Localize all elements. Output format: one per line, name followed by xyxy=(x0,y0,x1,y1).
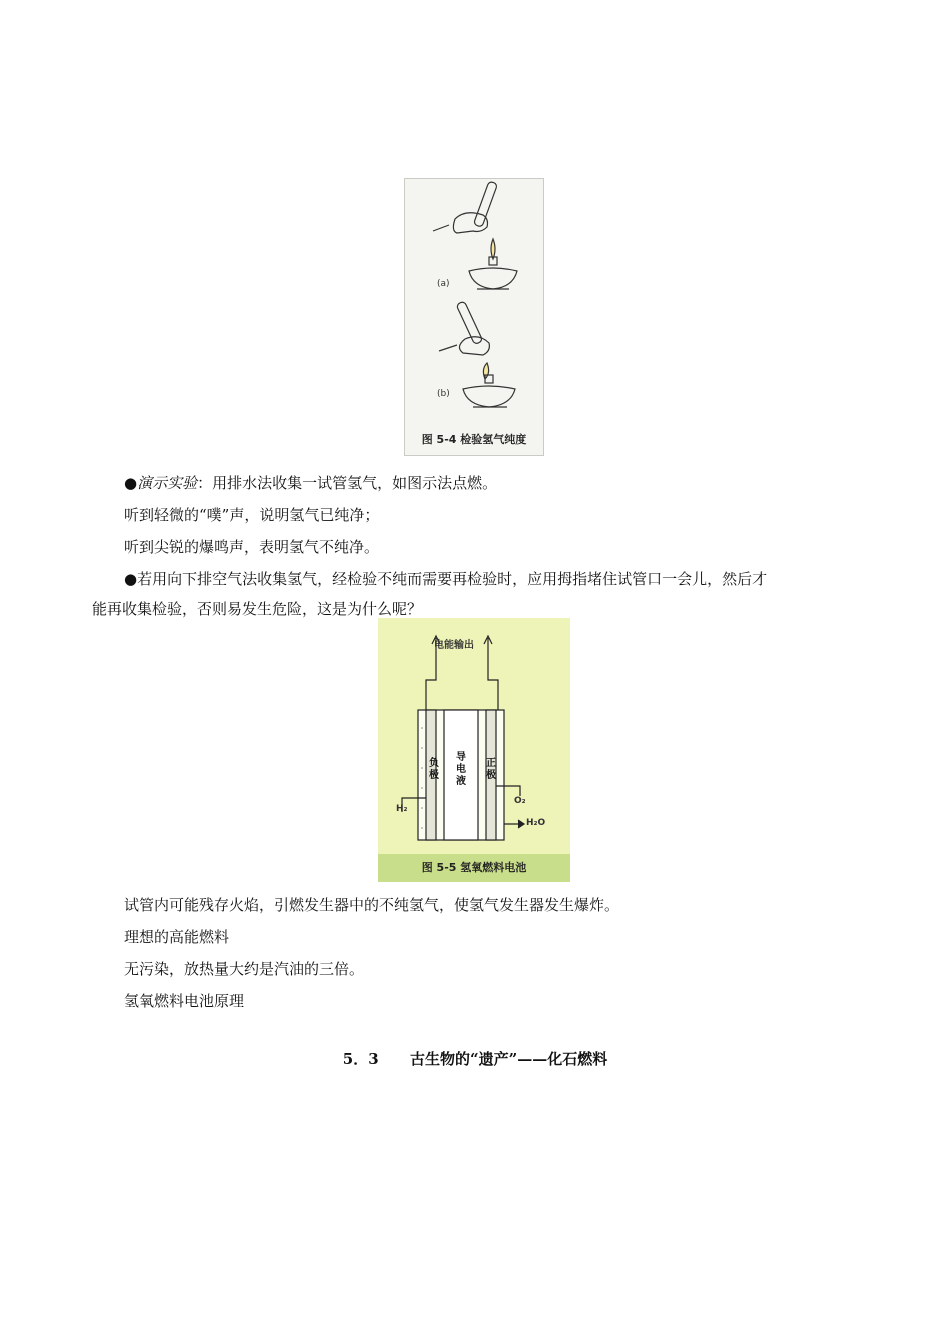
figure-hydrogen-purity-test xyxy=(404,178,544,456)
label-b: (b) xyxy=(437,389,450,399)
pop-sound-line: 听到轻微的“噗”声，说明氢气已纯净； xyxy=(124,506,380,524)
ideal-fuel-line: 理想的高能燃料 xyxy=(124,928,230,946)
positive-electrode-label: 正极 xyxy=(486,758,496,781)
figure-fuel-cell xyxy=(378,618,570,882)
figure1-caption: 图 5-4 检验氢气纯度 xyxy=(421,433,527,446)
demo-text: ：用排水法收集一试管氢气，如图示法点燃。 xyxy=(197,474,498,492)
hand-test-tube-b xyxy=(439,301,489,355)
label-a: (a) xyxy=(437,279,450,289)
sharp-sound-line: 听到尖锐的爆鸣声，表明氢气不纯净。 xyxy=(124,538,380,556)
flame-burner-a xyxy=(469,239,517,289)
demo-paragraph xyxy=(124,472,497,494)
figure2-caption: 图 5-5 氢氧燃料电池 xyxy=(378,854,570,882)
bullet: ● xyxy=(124,474,138,492)
electrolyte-label: 导电液 xyxy=(456,752,466,787)
o2-label: O₂ xyxy=(514,796,526,806)
h2-label: H₂ xyxy=(396,804,408,814)
question-line-1: ●若用向下排空气法收集氢气，经检验不纯而需要再检验时，应用拇指堵住试管口一会儿，然后才 xyxy=(124,570,768,588)
answer-line: 试管内可能残存火焰，引燃发生器中的不纯氢气，使氢气发生器发生爆炸。 xyxy=(124,896,620,914)
fuel-cell-principle-line: 氢氧燃料电池原理 xyxy=(124,992,245,1010)
h2o-label: H₂O xyxy=(526,818,546,828)
negative-electrode-label: 负极 xyxy=(429,758,439,781)
demo-label: 演示实验 xyxy=(137,474,198,492)
hydrogen-test-illustration xyxy=(405,179,543,429)
energy-output-label: 电能输出 xyxy=(434,640,474,651)
no-pollution-line: 无污染，放热量大约是汽油的三倍。 xyxy=(124,960,365,978)
section-title: 5．3 古生物的“遗产”——化石燃料 xyxy=(342,1050,608,1068)
flame-burner-b xyxy=(463,363,515,407)
hand-test-tube-a xyxy=(433,181,498,233)
question-line-2: 能再收集检验，否则易发生危险，这是为什么呢？ xyxy=(92,600,423,618)
